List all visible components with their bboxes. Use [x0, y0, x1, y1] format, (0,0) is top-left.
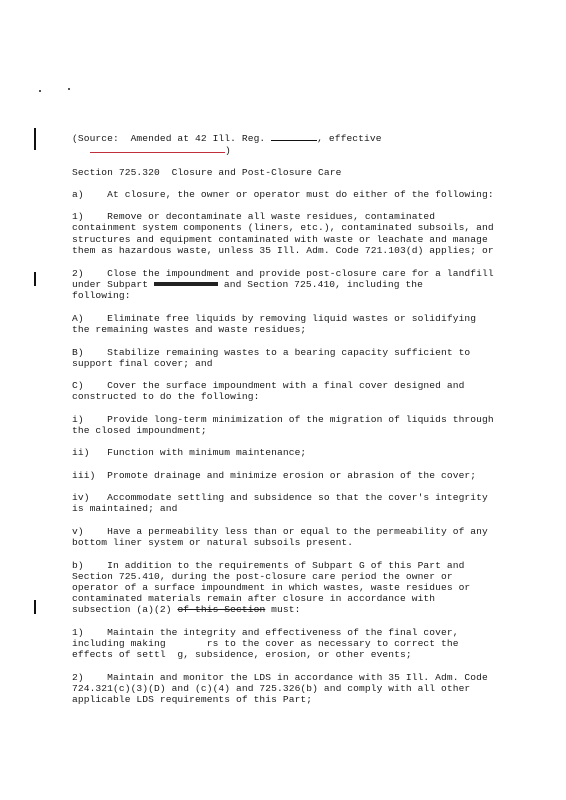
struck-text: of this Section: [177, 604, 266, 615]
change-bar: [34, 272, 36, 286]
paragraph-b-line: operator of a surface impoundment in which wastes, waste residues or: [72, 582, 471, 593]
scan-speck: [68, 88, 70, 90]
paragraph-2-line: following:: [72, 290, 131, 301]
paragraph-1-line: containment system components (liners, etc.), contaminated subsoils, and: [72, 222, 494, 233]
paragraph-1-line: 1) Remove or decontaminate all waste residues, contaminated: [72, 211, 436, 222]
paragraph-v-line: v) Have a permeability less than or equal to the permeability of any: [72, 526, 488, 537]
paragraph-i-line: the closed impoundment;: [72, 425, 207, 436]
paragraph-iii: iii) Promote drainage and minimize erosion or abrasion of the cover;: [72, 470, 477, 481]
source-note-line-2: [90, 144, 231, 156]
paragraph-b2-line: applicable LDS requirements of this Part;: [72, 694, 313, 705]
change-bar: [34, 600, 36, 614]
paragraph-b-line: contaminated materials remain after closure in accordance with: [72, 593, 436, 604]
paragraph-2-prefix: under Subpart: [72, 279, 155, 290]
paragraph-2-suffix: and Section 725.410, including the: [218, 279, 424, 290]
paragraph-b-line: Section 725.410, during the post-closure care period the owner or: [72, 571, 453, 582]
paragraph-A-line: the remaining wastes and waste residues;: [72, 324, 307, 335]
scan-speck: [39, 90, 41, 92]
paragraph-1-line: structures and equipment contaminated with waste or leachate and manage: [72, 234, 488, 245]
change-bar: [34, 128, 36, 150]
effective-date-blank: [90, 144, 225, 153]
paragraph-a: a) At closure, the owner or operator must do either of the following:: [72, 189, 494, 200]
source-note-prefix: (Source: Amended at 42 Ill. Reg.: [72, 133, 272, 144]
paragraph-b1-line: 1) Maintain the integrity and effectiveness of the final cover,: [72, 627, 459, 638]
paragraph-iv-line: iv) Accommodate settling and subsidence so that the cover's integrity: [72, 492, 488, 503]
paragraph-b-prefix: subsection (a)(2): [72, 604, 178, 615]
source-note-suffix: , effective: [317, 133, 382, 144]
paragraph-b2-line: 724.321(c)(3)(D) and (c)(4) and 725.326(b) and comply with all other: [72, 683, 471, 694]
paragraph-2-line: [72, 279, 423, 290]
redacted-mark: [154, 282, 218, 286]
source-note-line-1: [72, 132, 382, 144]
paragraph-2-line: 2) Close the impoundment and provide post-closure care for a landfill: [72, 268, 494, 279]
paragraph-B-line: support final cover; and: [72, 358, 213, 369]
paragraph-b-suffix: must:: [265, 604, 301, 615]
paragraph-iv-line: is maintained; and: [72, 503, 178, 514]
paragraph-C-line: constructed to do the following:: [72, 391, 260, 402]
paragraph-1-line: them as hazardous waste, unless 35 Ill. Adm. Code 721.103(d) applies; or: [72, 245, 494, 256]
source-note-close: ): [225, 145, 231, 156]
paragraph-A-line: A) Eliminate free liquids by removing liquid wastes or solidifying: [72, 313, 477, 324]
register-blank: [271, 132, 317, 141]
paragraph-C-line: C) Cover the surface impoundment with a final cover designed and: [72, 380, 465, 391]
paragraph-b-line: b) In addition to the requirements of Subpart G of this Part and: [72, 560, 465, 571]
paragraph-B-line: B) Stabilize remaining wastes to a bearing capacity sufficient to: [72, 347, 471, 358]
paragraph-i-line: i) Provide long-term minimization of the migration of liquids through: [72, 414, 494, 425]
section-heading: Section 725.320 Closure and Post-Closure Care: [72, 167, 342, 178]
paragraph-b1-line: including making rs to the cover as necessary to correct the: [72, 638, 459, 649]
paragraph-v-line: bottom liner system or natural subsoils present.: [72, 537, 354, 548]
paragraph-b-line: [72, 604, 300, 615]
paragraph-ii: ii) Function with minimum maintenance;: [72, 447, 307, 458]
paragraph-b2-line: 2) Maintain and monitor the LDS in accordance with 35 Ill. Adm. Code: [72, 672, 488, 683]
paragraph-b1-line: effects of settl g, subsidence, erosion, or other events;: [72, 649, 412, 660]
